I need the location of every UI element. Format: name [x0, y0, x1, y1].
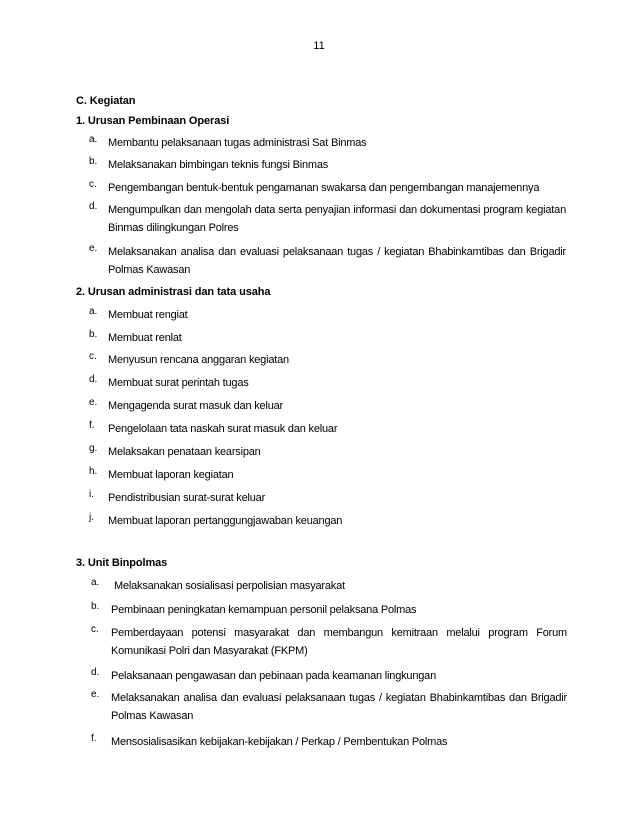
list-marker: a.: [89, 306, 98, 317]
list-marker: c.: [89, 179, 97, 190]
list-marker: c.: [91, 624, 99, 635]
list-marker: d.: [91, 667, 100, 678]
list-marker: h.: [89, 466, 98, 477]
list-text: Membuat laporan kegiatan: [108, 469, 234, 481]
list-text: Mensosialisasikan kebijakan-kebijakan / Perkap / Pembentukan Polmas: [111, 736, 448, 748]
list-text: Pemberdayaan potensi masyarakat dan membangun kemitraan melalui program Forum Komunikasi Polri dan Masyarakat (FKPM): [111, 627, 567, 657]
list-marker: b.: [89, 156, 98, 167]
list-text: Pengelolaan tata naskah surat masuk dan keluar: [108, 423, 338, 435]
list-marker: a.: [89, 134, 98, 145]
list-text: Pelaksanaan pengawasan dan pebinaan pada keamanan lingkungan: [111, 670, 436, 682]
list-text: Membuat rengiat: [108, 309, 188, 321]
list-text: Mengumpulkan dan mengolah data serta penyajian informasi dan dokumentasi program kegiatan Binmas dilingkungan Polres: [108, 204, 566, 234]
list-text: Melaksanakan bimbingan teknis fungsi Binmas: [108, 159, 329, 171]
page-number: 11: [313, 40, 325, 52]
list-marker: f.: [91, 733, 97, 744]
list-marker: d.: [89, 201, 98, 212]
list-text: Membuat surat perintah tugas: [108, 377, 249, 389]
list-marker: a.: [91, 577, 100, 588]
list-marker: b.: [91, 601, 100, 612]
list-marker: j.: [89, 512, 94, 523]
list-text: Pendistribusian surat-surat keluar: [108, 492, 266, 504]
list-marker: f.: [89, 420, 95, 431]
list-marker: c.: [89, 351, 97, 362]
list-text: Membantu pelaksanaan tugas administrasi Sat Binmas: [108, 137, 367, 149]
list-text: Melaksakan penataan kearsipan: [108, 446, 261, 458]
list-text: Membuat renlat: [108, 332, 182, 344]
list-marker: i.: [89, 489, 94, 500]
list-marker: g.: [89, 443, 98, 454]
list-text: Pengembangan bentuk-bentuk pengamanan swakarsa dan pengembangan manajemennya: [108, 182, 540, 194]
section-heading-2: 2. Urusan administrasi dan tata usaha: [76, 286, 271, 298]
list-text: Membuat laporan pertanggungjawaban keuangan: [108, 515, 343, 527]
list-text: Melaksanakan analisa dan evaluasi pelaksanaan tugas / kegiatan Bhabinkamtibas dan Brigadir Polmas Kawasan: [108, 246, 566, 276]
list-text: Melaksanakan sosialisasi perpolisian masyarakat: [114, 580, 345, 592]
list-text: Melaksanakan analisa dan evaluasi pelaksanaan tugas / kegiatan Bhabinkamtibas dan Brigadir Polmas Kawasan: [111, 692, 567, 722]
list-marker: e.: [89, 243, 98, 254]
list-marker: b.: [89, 329, 98, 340]
section-heading-1: 1. Urusan Pembinaan Operasi: [76, 115, 230, 127]
list-marker: e.: [89, 397, 98, 408]
section-heading-3: 3. Unit Binpolmas: [76, 557, 168, 569]
section-title: C. Kegiatan: [76, 95, 136, 107]
list-text: Menyusun rencana anggaran kegiatan: [108, 354, 289, 366]
list-marker: e.: [91, 689, 100, 700]
list-text: Pembinaan peningkatan kemampuan personil pelaksana Polmas: [111, 604, 417, 616]
list-marker: d.: [89, 374, 98, 385]
list-text: Mengagenda surat masuk dan keluar: [108, 400, 284, 412]
